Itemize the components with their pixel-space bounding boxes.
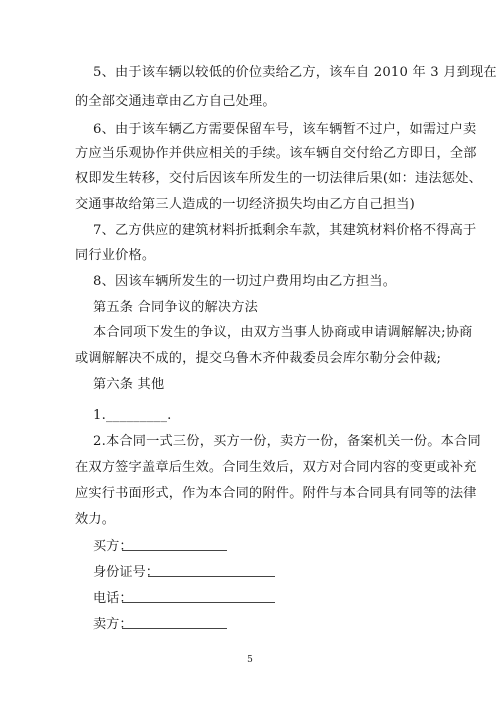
paragraph-line: 效力。: [75, 512, 116, 527]
paragraph-line: 在双方签字盖章后生效。合同生效后，双方对合同内容的变更或补充: [75, 460, 477, 475]
phone-line[interactable]: [122, 602, 275, 603]
paragraph-line: 7、乙方供应的建筑材料折抵剩余车款，其建筑材料价格不得高于: [93, 223, 477, 238]
paragraph-line: 或调解解决不成的，提交乌鲁木齐仲裁委员会库尔勒分会仲裁;: [75, 351, 442, 366]
seller-label: 卖方：: [93, 617, 133, 632]
seller-signature-line[interactable]: [122, 628, 227, 629]
paragraph-line: 交通事故给第三人造成的一切经济损失均由乙方自己担当): [75, 197, 416, 212]
paragraph-line: 的全部交通违章由乙方自己处理。: [75, 94, 276, 109]
paragraph-line: 权即发生转移，交付后因该车所发生的一切法律后果(如：违法惩处、: [75, 171, 482, 186]
paragraph-line: 方应当乐观协作并供应相关的手续。该车辆自交付给乙方即日，全部: [75, 146, 477, 161]
paragraph-line: 8、因该车辆所发生的一切过户费用均由乙方担当。: [93, 274, 397, 289]
paragraph-line: 本合同项下发生的争议，由双方当事人协商或申请调解解决;协商: [93, 325, 473, 340]
phone-label: 电话：: [93, 591, 133, 606]
paragraph-line: 同行业价格。: [75, 248, 156, 263]
page-number: 5: [247, 655, 253, 665]
paragraph-line: 2.本合同一式三份，买方一份，卖方一份，备案机关一份。本合同: [93, 434, 481, 449]
paragraph-line: 应实行书面形式，作为本合同的附件。附件与本合同具有同等的法律: [75, 486, 477, 501]
id-number-line[interactable]: [148, 576, 275, 577]
id-number-label: 身份证号：: [93, 565, 159, 580]
section-heading: 第六条 其他: [93, 377, 165, 392]
section-heading: 第五条 合同争议的解决方法: [93, 300, 259, 315]
buyer-signature-line[interactable]: [122, 550, 227, 551]
paragraph-line: 6、由于该车辆乙方需要保留车号，该车辆暂不过户，如需过户卖: [93, 122, 477, 137]
paragraph-line: 5、由于该车辆以较低的价位卖给乙方，该车自 2010 年 3 月到现在: [93, 65, 497, 80]
paragraph-line: 1._________.: [93, 408, 172, 423]
buyer-label: 买方：: [93, 539, 133, 554]
